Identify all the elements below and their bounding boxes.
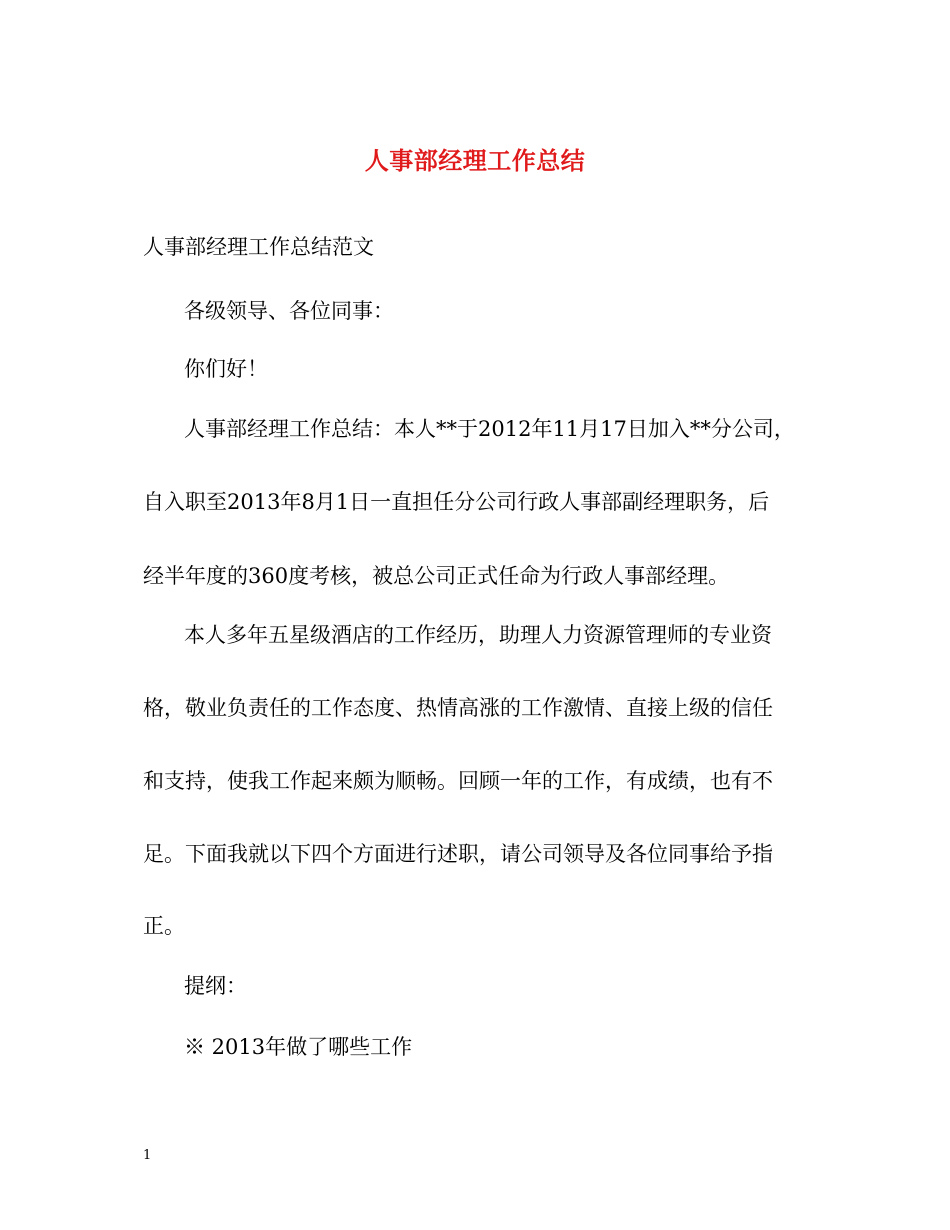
paragraph-line: 和支持，使我工作起来颇为顺畅。回顾一年的工作，有成绩，也有不 xyxy=(143,769,773,793)
outline-label: 提纲： xyxy=(184,974,247,998)
outline-item: ※ 2013年做了哪些工作 xyxy=(184,1035,413,1059)
paragraph-line: 本人多年五星级酒店的工作经历，助理人力资源管理师的专业资 xyxy=(184,623,772,647)
page-number: 1 xyxy=(143,1148,152,1163)
document-title: 人事部经理工作总结 xyxy=(364,146,586,175)
document-subtitle: 人事部经理工作总结范文 xyxy=(143,235,374,259)
paragraph-line: 自入职至2013年8月1日一直担任分公司行政人事部副经理职务，后 xyxy=(143,490,770,514)
paragraph-line: 足。下面我就以下四个方面进行述职，请公司领导及各位同事给予指 xyxy=(143,842,773,866)
salutation: 各级领导、各位同事： xyxy=(184,299,394,323)
paragraph-line: 正。 xyxy=(143,914,185,938)
paragraph-line: 经半年度的360度考核，被总公司正式任命为行政人事部经理。 xyxy=(143,564,730,588)
paragraph-line: 人事部经理工作总结：本人**于2012年11月17日加入**分公司， xyxy=(184,417,795,441)
paragraph-line: 格，敬业负责任的工作态度、热情高涨的工作激情、直接上级的信任 xyxy=(143,696,773,720)
greeting: 你们好！ xyxy=(184,357,268,381)
